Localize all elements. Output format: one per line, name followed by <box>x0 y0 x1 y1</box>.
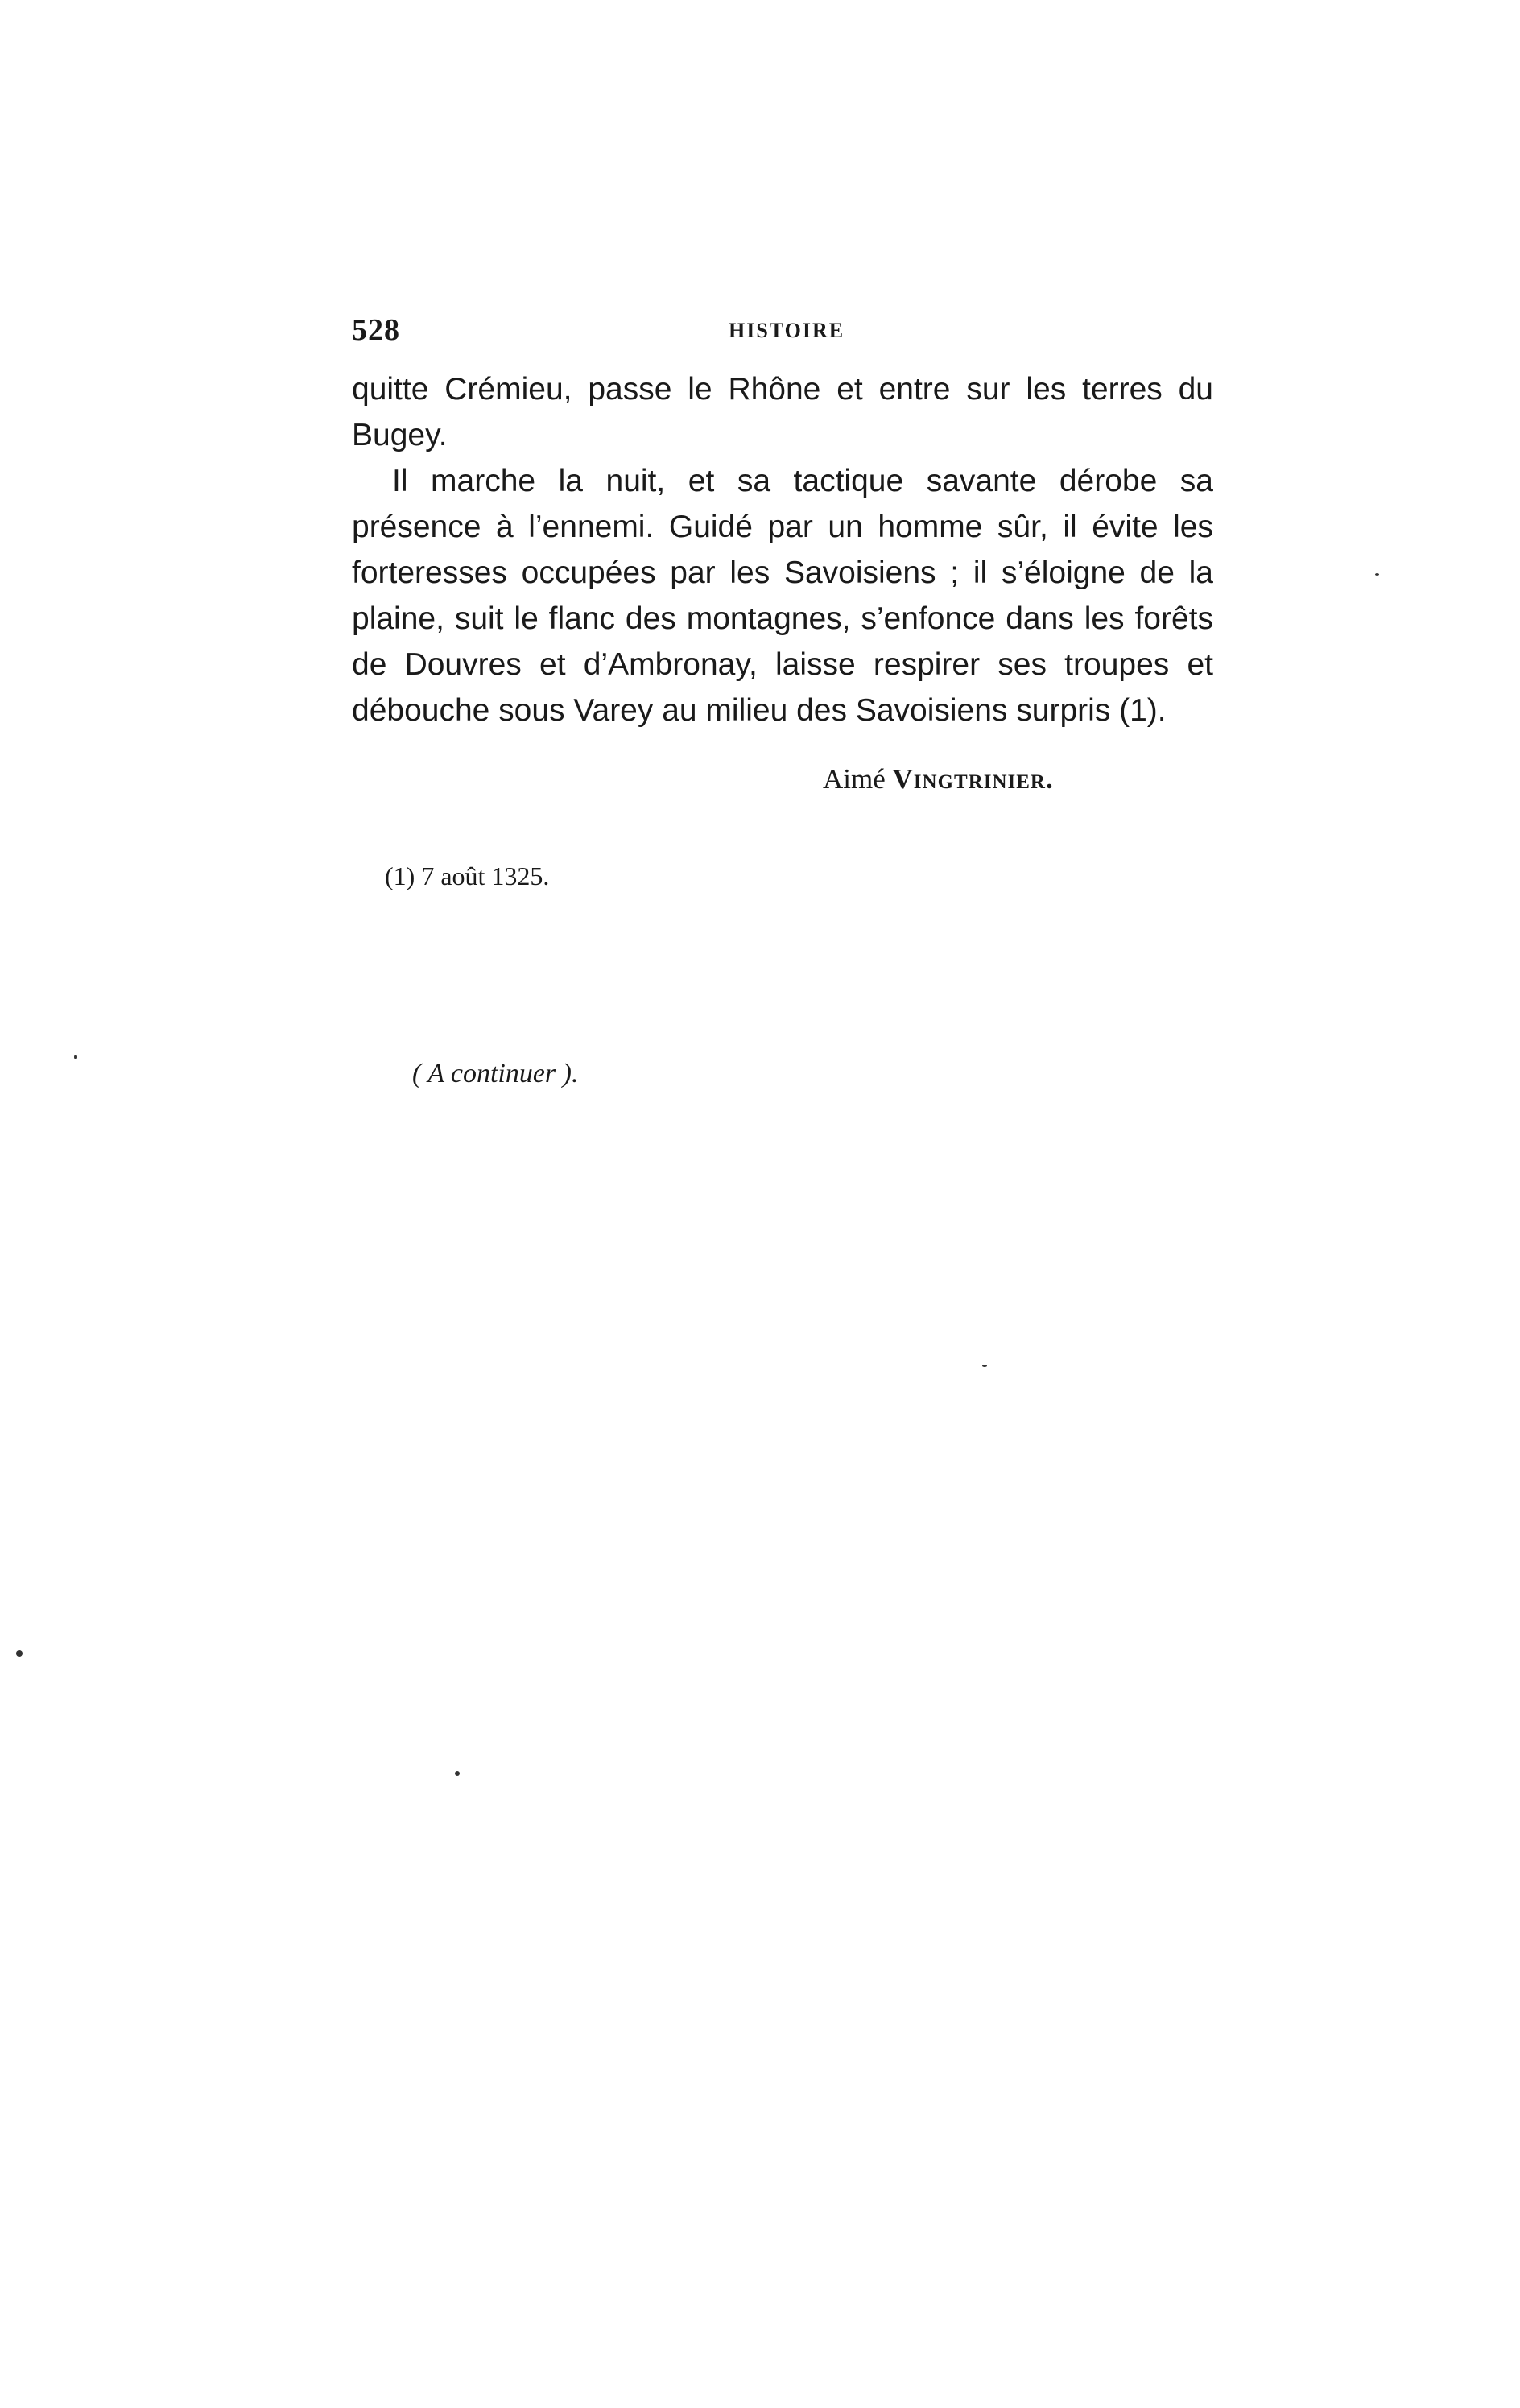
scan-speck <box>1375 573 1379 576</box>
scan-speck <box>74 1055 77 1059</box>
page-number: 528 <box>352 313 400 347</box>
scan-speck <box>982 1365 987 1367</box>
scan-speck <box>16 1650 23 1657</box>
paragraph: quitte Crémieu, passe le Rhône et entre sur les terres du Bugey. <box>352 372 1213 452</box>
paragraph: Il marche la nuit, et sa tactique savante dérobe sa présence à l’ennemi. Guidé par un homme sûr, il évite les forteresses occupées par les Savoisiens ; il s’éloigne de la plaine, suit le flanc des montagnes, s’enfonce dans les forêts de Douvres et d’Ambronay, laisse respirer ses troupes et débouche sous Varey au milieu des Savoisiens surpris (1). <box>352 464 1213 728</box>
author-signature <box>823 763 1054 795</box>
continued-note: ( A continuer ). <box>412 1059 579 1088</box>
page-header <box>352 312 1213 361</box>
scan-speck <box>455 1771 460 1776</box>
body-text <box>352 366 1213 733</box>
running-title: HISTOIRE <box>729 319 845 342</box>
footnote: (1) 7 août 1325. <box>385 861 550 890</box>
author-surname: Vingtrinier. <box>892 763 1054 795</box>
author-first-name: Aimé <box>823 763 886 795</box>
